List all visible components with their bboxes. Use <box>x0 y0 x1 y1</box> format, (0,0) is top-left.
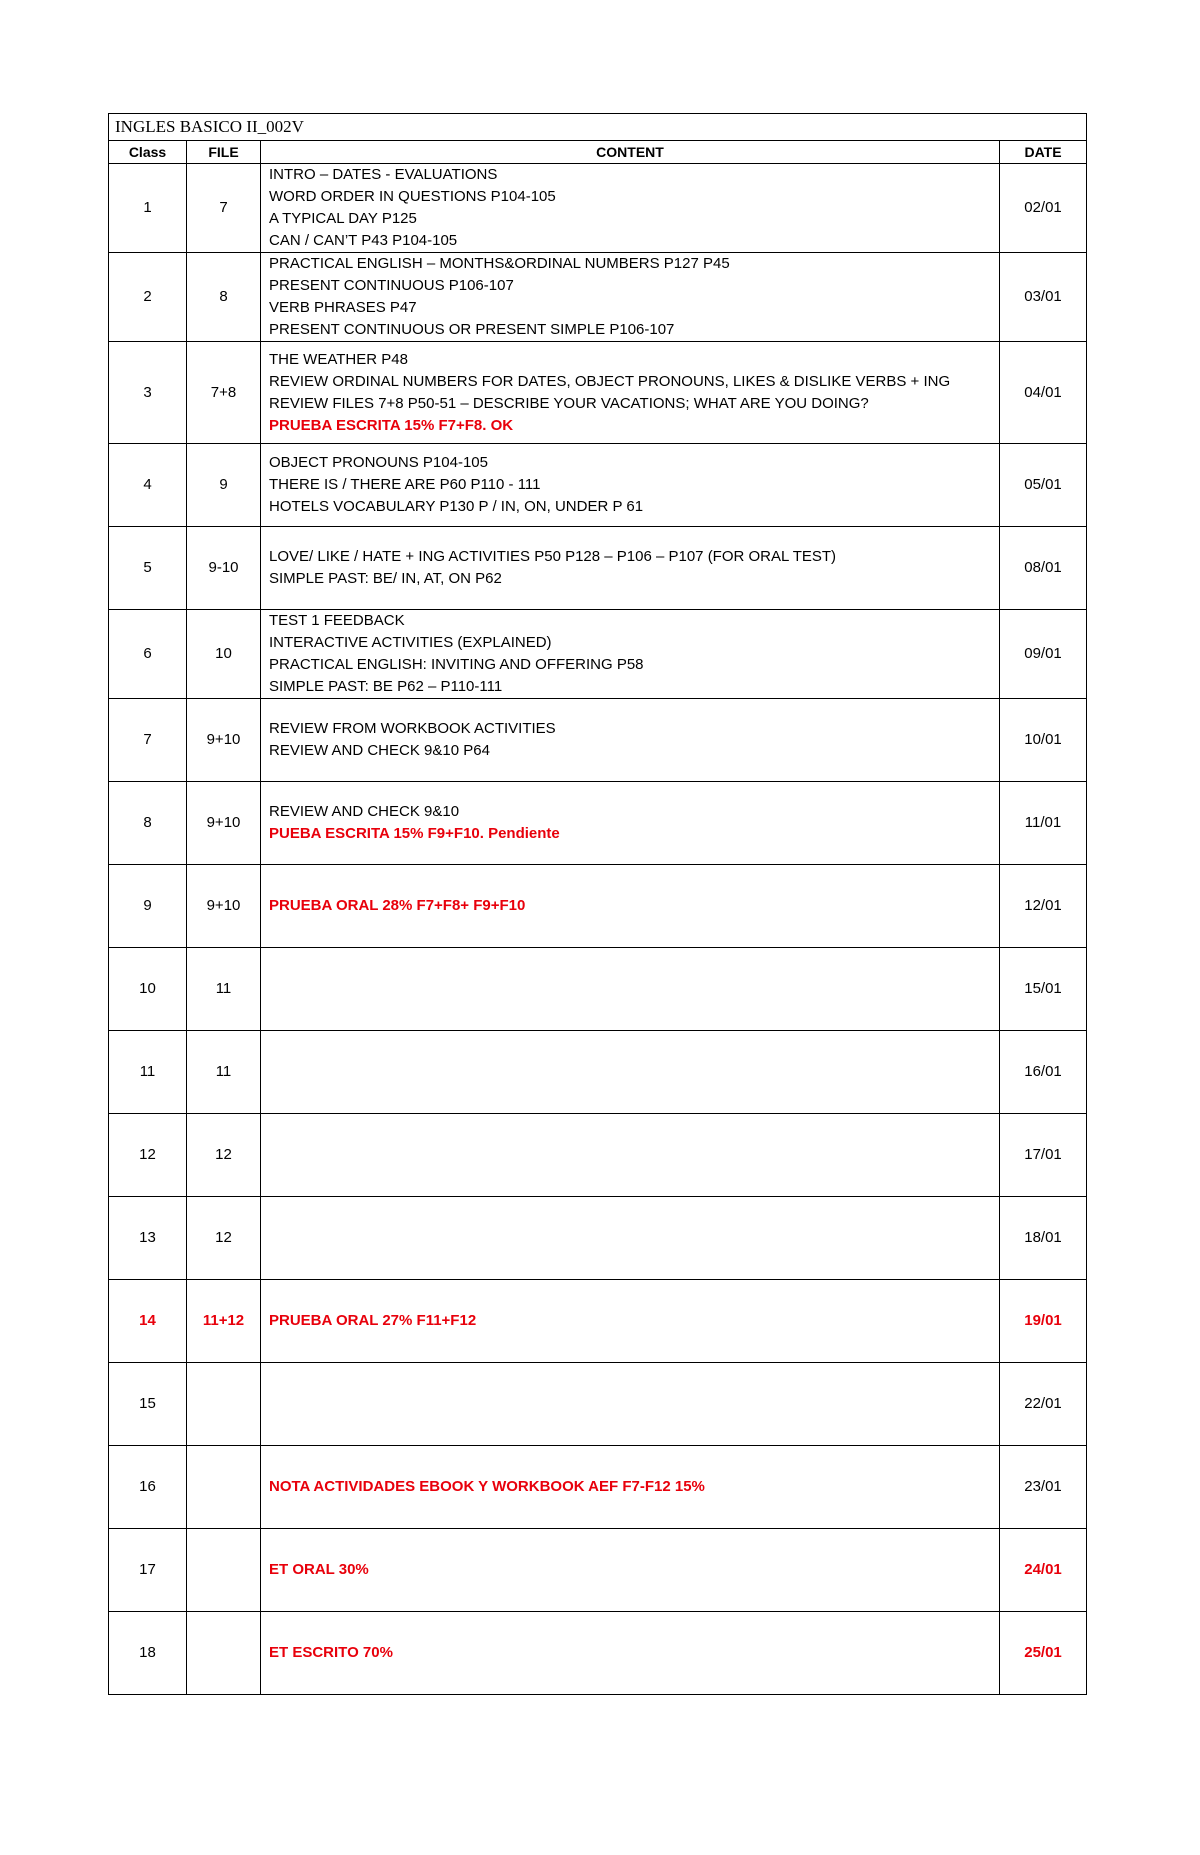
date-cell: 12/01 <box>1000 865 1087 948</box>
date-cell: 23/01 <box>1000 1446 1087 1529</box>
content-line: INTRO – DATES - EVALUATIONS <box>269 166 498 183</box>
file-number: 9+10 <box>187 865 261 948</box>
content-cell <box>261 782 1000 865</box>
table-row <box>109 1197 1087 1280</box>
date-cell: 08/01 <box>1000 527 1087 610</box>
content-line: PRUEBA ORAL 27% F11+F12 <box>269 1312 477 1329</box>
file-number: 12 <box>187 1114 261 1197</box>
file-number: 12 <box>187 1197 261 1280</box>
content-cell <box>261 164 1000 253</box>
content-line: HOTELS VOCABULARY P130 P / IN, ON, UNDER P 61 <box>269 498 644 515</box>
content-line: ET ORAL 30% <box>269 1561 369 1578</box>
content-cell <box>261 444 1000 527</box>
content-line: PRUEBA ESCRITA 15% F7+F8. OK <box>269 416 514 434</box>
content-cell <box>261 1529 1000 1612</box>
content-cell <box>261 1197 1000 1280</box>
content-line: PRESENT CONTINUOUS P106-107 <box>269 277 514 294</box>
content-line: CAN / CAN’T P43 P104-105 <box>269 232 458 249</box>
date-cell: 03/01 <box>1000 253 1087 342</box>
table-row <box>109 699 1087 782</box>
table-row <box>109 610 1087 699</box>
file-number: 10 <box>187 610 261 699</box>
class-number: 16 <box>109 1446 187 1529</box>
date-cell: 02/01 <box>1000 164 1087 253</box>
content-line: THERE IS / THERE ARE P60 P110 - 111 <box>269 476 541 493</box>
date-cell: 15/01 <box>1000 948 1087 1031</box>
class-number: 13 <box>109 1197 187 1280</box>
content-cell <box>261 1280 1000 1363</box>
class-number: 1 <box>109 164 187 253</box>
file-number <box>187 1529 261 1612</box>
content-line: REVIEW ORDINAL NUMBERS FOR DATES, OBJECT PRONOUNS, LIKES & DISLIKE VERBS + ING <box>269 372 951 390</box>
content-cell <box>261 1363 1000 1446</box>
table-row <box>109 1612 1087 1695</box>
file-number: 9 <box>187 444 261 527</box>
content-cell <box>261 1031 1000 1114</box>
class-number: 6 <box>109 610 187 699</box>
date-cell: 25/01 <box>1000 1612 1087 1695</box>
date-cell: 04/01 <box>1000 342 1087 444</box>
header-content: CONTENT <box>261 141 1000 164</box>
class-number: 7 <box>109 699 187 782</box>
table-row <box>109 948 1087 1031</box>
file-number: 7 <box>187 164 261 253</box>
content-line: LOVE/ LIKE / HATE + ING ACTIVITIES P50 P128 – P106 – P107 (FOR ORAL TEST) <box>269 548 837 565</box>
content-cell <box>261 253 1000 342</box>
class-number: 17 <box>109 1529 187 1612</box>
date-cell: 24/01 <box>1000 1529 1087 1612</box>
date-cell: 19/01 <box>1000 1280 1087 1363</box>
content-line: A TYPICAL DAY P125 <box>269 210 417 227</box>
content-cell <box>261 948 1000 1031</box>
content-line: PRACTICAL ENGLISH: INVITING AND OFFERING P58 <box>269 656 644 673</box>
content-line: WORD ORDER IN QUESTIONS P104-105 <box>269 188 556 205</box>
table-row <box>109 1031 1087 1114</box>
file-number: 9-10 <box>187 527 261 610</box>
class-number: 2 <box>109 253 187 342</box>
content-line: THE WEATHER P48 <box>269 350 408 368</box>
content-line: SIMPLE PAST: BE P62 – P110-111 <box>269 678 503 695</box>
content-line: TEST 1 FEEDBACK <box>269 612 405 629</box>
content-cell <box>261 1446 1000 1529</box>
table-row <box>109 342 1087 444</box>
content-line: NOTA ACTIVIDADES EBOOK Y WORKBOOK AEF F7-F12 15% <box>269 1478 705 1495</box>
content-cell <box>261 1612 1000 1695</box>
class-number: 18 <box>109 1612 187 1695</box>
date-cell: 17/01 <box>1000 1114 1087 1197</box>
table-row <box>109 253 1087 342</box>
class-number: 8 <box>109 782 187 865</box>
schedule-body <box>109 164 1087 1695</box>
content-line: VERB PHRASES P47 <box>269 299 417 316</box>
class-number: 3 <box>109 342 187 444</box>
file-number: 8 <box>187 253 261 342</box>
class-number: 9 <box>109 865 187 948</box>
class-number: 14 <box>109 1280 187 1363</box>
content-line: REVIEW FILES 7+8 P50-51 – DESCRIBE YOUR VACATIONS; WHAT ARE YOU DOING? <box>269 394 869 412</box>
date-cell: 16/01 <box>1000 1031 1087 1114</box>
content-line: INTERACTIVE ACTIVITIES (EXPLAINED) <box>269 634 552 651</box>
file-number: 11+12 <box>187 1280 261 1363</box>
file-number: 7+8 <box>187 342 261 444</box>
table-row <box>109 865 1087 948</box>
table-row <box>109 1446 1087 1529</box>
class-number: 15 <box>109 1363 187 1446</box>
date-cell: 10/01 <box>1000 699 1087 782</box>
schedule-table <box>108 113 1087 1695</box>
content-line: REVIEW FROM WORKBOOK ACTIVITIES <box>269 720 556 737</box>
file-number <box>187 1612 261 1695</box>
table-row <box>109 1280 1087 1363</box>
file-number <box>187 1446 261 1529</box>
content-line: PRESENT CONTINUOUS OR PRESENT SIMPLE P106-107 <box>269 321 675 338</box>
content-cell <box>261 342 1000 444</box>
date-cell: 05/01 <box>1000 444 1087 527</box>
file-number: 11 <box>187 948 261 1031</box>
document-title: INGLES BASICO II_002V <box>109 114 1087 141</box>
header-file: FILE <box>187 141 261 164</box>
table-row <box>109 1529 1087 1612</box>
content-line: REVIEW AND CHECK 9&10 P64 <box>269 742 490 759</box>
content-cell <box>261 610 1000 699</box>
header-class: Class <box>109 141 187 164</box>
table-row <box>109 527 1087 610</box>
file-number: 9+10 <box>187 699 261 782</box>
content-line: ET ESCRITO 70% <box>269 1644 393 1661</box>
date-cell: 09/01 <box>1000 610 1087 699</box>
table-row <box>109 444 1087 527</box>
content-line: OBJECT PRONOUNS P104-105 <box>269 454 488 471</box>
table-row <box>109 164 1087 253</box>
header-date: DATE <box>1000 141 1087 164</box>
date-cell: 11/01 <box>1000 782 1087 865</box>
table-row <box>109 782 1087 865</box>
file-number: 11 <box>187 1031 261 1114</box>
file-number <box>187 1363 261 1446</box>
class-number: 11 <box>109 1031 187 1114</box>
content-line: PRACTICAL ENGLISH – MONTHS&ORDINAL NUMBERS P127 P45 <box>269 255 730 272</box>
content-cell <box>261 527 1000 610</box>
content-line: PUEBA ESCRITA 15% F9+F10. Pendiente <box>269 825 560 842</box>
content-cell <box>261 865 1000 948</box>
content-line: PRUEBA ORAL 28% F7+F8+ F9+F10 <box>269 897 526 914</box>
date-cell: 18/01 <box>1000 1197 1087 1280</box>
date-cell: 22/01 <box>1000 1363 1087 1446</box>
content-cell <box>261 699 1000 782</box>
file-number: 9+10 <box>187 782 261 865</box>
class-number: 5 <box>109 527 187 610</box>
content-line: SIMPLE PAST: BE/ IN, AT, ON P62 <box>269 570 502 587</box>
class-number: 4 <box>109 444 187 527</box>
content-cell <box>261 1114 1000 1197</box>
table-row <box>109 1114 1087 1197</box>
class-number: 12 <box>109 1114 187 1197</box>
content-line: REVIEW AND CHECK 9&10 <box>269 803 460 820</box>
class-number: 10 <box>109 948 187 1031</box>
table-row <box>109 1363 1087 1446</box>
